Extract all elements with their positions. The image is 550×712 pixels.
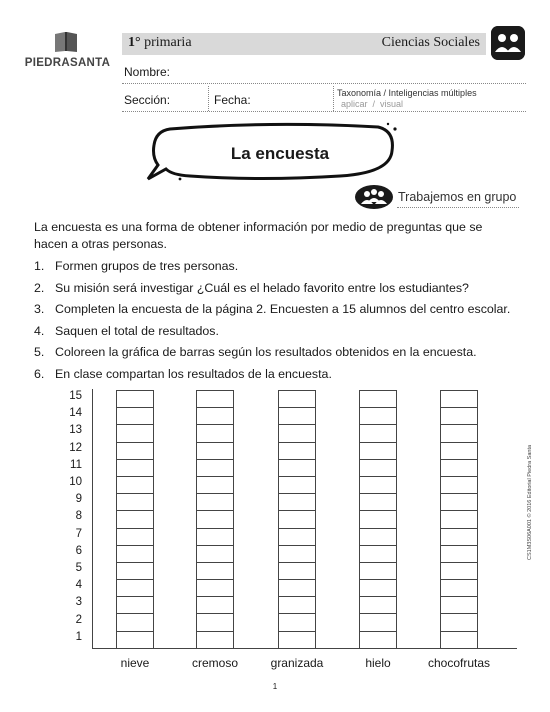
bar-cell[interactable] bbox=[117, 477, 153, 494]
bar-cell[interactable] bbox=[279, 546, 315, 563]
bar-cell[interactable] bbox=[117, 597, 153, 614]
copyright-notice: CS1M3S06A001 © 2016 Editorial Piedra Santa bbox=[527, 444, 533, 560]
step-item bbox=[34, 367, 524, 389]
bar-cell[interactable] bbox=[279, 529, 315, 546]
step-item bbox=[34, 324, 524, 346]
y-tick-label: 4 bbox=[75, 579, 82, 592]
step-number: 3. bbox=[34, 302, 45, 316]
bar-cell[interactable] bbox=[117, 529, 153, 546]
bar-cell[interactable] bbox=[197, 477, 233, 494]
y-tick-label: 3 bbox=[75, 596, 82, 609]
bar-cell[interactable] bbox=[279, 425, 315, 442]
taxonomy-label: Taxonomía / Inteligencias múltiples bbox=[337, 88, 477, 98]
bar-cell[interactable] bbox=[360, 632, 396, 649]
bar-cell[interactable] bbox=[117, 563, 153, 580]
bar-cell[interactable] bbox=[197, 632, 233, 649]
step-number: 4. bbox=[34, 323, 45, 338]
x-tick-label: granizada bbox=[270, 656, 324, 670]
bar-cell[interactable] bbox=[279, 563, 315, 580]
y-tick-label: 7 bbox=[75, 527, 82, 540]
bar-cell[interactable] bbox=[117, 443, 153, 460]
group-work-icon bbox=[354, 184, 394, 210]
step-item bbox=[34, 345, 524, 367]
x-tick-label: hielo bbox=[365, 656, 391, 670]
bar-cell[interactable] bbox=[441, 563, 477, 580]
steps-list bbox=[34, 259, 524, 388]
step-number: 1. bbox=[34, 259, 45, 273]
bar-cell[interactable] bbox=[197, 460, 233, 477]
section-line[interactable] bbox=[122, 111, 526, 112]
bar-cell[interactable] bbox=[360, 614, 396, 631]
bar-cell[interactable] bbox=[117, 580, 153, 597]
bar-cell[interactable] bbox=[197, 563, 233, 580]
bar-cell[interactable] bbox=[360, 563, 396, 580]
bar-cell[interactable] bbox=[360, 511, 396, 528]
step-number: 6. bbox=[34, 366, 45, 381]
step-text: En clase compartan los resultados de la encuesta. bbox=[55, 366, 332, 381]
bar-cell[interactable] bbox=[279, 460, 315, 477]
subject-label: Ciencias Sociales bbox=[381, 35, 480, 50]
bar-cell[interactable] bbox=[197, 425, 233, 442]
bar-cell[interactable] bbox=[360, 477, 396, 494]
bar-cell[interactable] bbox=[441, 391, 477, 408]
form-divider bbox=[208, 86, 209, 111]
bar-cell[interactable] bbox=[441, 511, 477, 528]
bar-cell[interactable] bbox=[197, 580, 233, 597]
bar-cell[interactable] bbox=[279, 494, 315, 511]
bar-cell[interactable] bbox=[279, 391, 315, 408]
bar-cell[interactable] bbox=[117, 494, 153, 511]
group-underline bbox=[397, 207, 519, 208]
step-item bbox=[34, 281, 524, 303]
step-item bbox=[34, 259, 524, 281]
bar-cell[interactable] bbox=[117, 632, 153, 649]
step-text: Formen grupos de tres personas. bbox=[55, 259, 239, 273]
bar-cell[interactable] bbox=[117, 614, 153, 631]
taxonomy-values: aplicar / visual bbox=[341, 99, 404, 109]
page-title: La encuesta bbox=[230, 144, 330, 163]
form-divider bbox=[333, 86, 334, 111]
x-tick-label: nieve bbox=[120, 656, 150, 670]
y-tick-label: 14 bbox=[69, 407, 82, 420]
bar-cell[interactable] bbox=[360, 443, 396, 460]
name-label: Nombre: bbox=[124, 65, 171, 79]
step-text: Completen la encuesta de la página 2. Encuesten a 15 alumnos del centro escolar. bbox=[55, 302, 511, 316]
bar-column-chocofrutas[interactable] bbox=[440, 390, 478, 649]
bar-cell[interactable] bbox=[441, 443, 477, 460]
bar-cell[interactable] bbox=[360, 597, 396, 614]
bar-cell[interactable] bbox=[117, 408, 153, 425]
step-text: Su misión será investigar ¿Cuál es el helado favorito entre los estudiantes? bbox=[55, 280, 469, 295]
step-text: Saquen el total de resultados. bbox=[55, 323, 219, 338]
bar-cell[interactable] bbox=[441, 460, 477, 477]
bar-column-hielo[interactable] bbox=[359, 390, 397, 649]
bar-cell[interactable] bbox=[441, 597, 477, 614]
y-tick-label: 9 bbox=[75, 493, 82, 506]
bar-cell[interactable] bbox=[441, 614, 477, 631]
y-tick-label: 1 bbox=[75, 630, 82, 643]
bar-cell[interactable] bbox=[197, 408, 233, 425]
page-number: 1 bbox=[272, 682, 278, 691]
y-tick-label: 8 bbox=[75, 510, 82, 523]
bar-cell[interactable] bbox=[117, 511, 153, 528]
bar-cell[interactable] bbox=[360, 460, 396, 477]
publisher-book-icon bbox=[53, 31, 79, 53]
step-item bbox=[34, 302, 524, 324]
name-line[interactable] bbox=[122, 83, 526, 84]
bar-cell[interactable] bbox=[197, 529, 233, 546]
bar-cell[interactable] bbox=[441, 632, 477, 649]
bar-cell[interactable] bbox=[360, 494, 396, 511]
date-label: Fecha: bbox=[214, 93, 251, 107]
bar-cell[interactable] bbox=[441, 580, 477, 597]
people-group-icon bbox=[491, 26, 525, 60]
y-tick-label: 2 bbox=[75, 613, 82, 626]
bar-cell[interactable] bbox=[279, 443, 315, 460]
bar-cell[interactable] bbox=[197, 597, 233, 614]
bar-cell[interactable] bbox=[441, 546, 477, 563]
bar-column-nieve[interactable] bbox=[116, 390, 154, 649]
step-text: Coloreen la gráfica de barras según los resultados obtenidos en la encuesta. bbox=[55, 345, 477, 359]
bar-cell[interactable] bbox=[279, 614, 315, 631]
bar-cell[interactable] bbox=[117, 546, 153, 563]
bar-column-granizada[interactable] bbox=[278, 390, 316, 649]
bar-cell[interactable] bbox=[441, 408, 477, 425]
bar-cell[interactable] bbox=[279, 597, 315, 614]
bar-cell[interactable] bbox=[360, 580, 396, 597]
bar-cell[interactable] bbox=[441, 425, 477, 442]
bar-cell[interactable] bbox=[279, 632, 315, 649]
y-tick-label: 5 bbox=[75, 562, 82, 574]
x-tick-label: chocofrutas bbox=[427, 656, 491, 670]
bar-cell[interactable] bbox=[279, 511, 315, 528]
bar-cell[interactable] bbox=[197, 443, 233, 460]
bar-column-cremoso[interactable] bbox=[196, 390, 234, 649]
intro-text: La encuesta es una forma de obtener información por medio de preguntas que se hacen a otras personas. bbox=[34, 220, 483, 251]
bar-cell[interactable] bbox=[360, 425, 396, 442]
step-number: 5. bbox=[34, 345, 45, 359]
bar-cell[interactable] bbox=[441, 494, 477, 511]
x-tick-label: cremoso bbox=[191, 656, 238, 670]
grade-label: 1° primaria bbox=[128, 35, 192, 50]
bar-cell[interactable] bbox=[117, 425, 153, 442]
section-label: Sección: bbox=[124, 93, 171, 107]
y-tick-label: 13 bbox=[69, 424, 82, 437]
bar-cell[interactable] bbox=[279, 477, 315, 494]
bar-cell[interactable] bbox=[197, 511, 233, 528]
bar-cell[interactable] bbox=[117, 391, 153, 408]
step-number: 2. bbox=[34, 280, 45, 295]
y-tick-label: 11 bbox=[70, 458, 82, 471]
y-axis bbox=[92, 389, 93, 649]
bar-cell[interactable] bbox=[360, 529, 396, 546]
bar-cell[interactable] bbox=[117, 460, 153, 477]
publisher-logo: PIEDRASANTA bbox=[24, 57, 111, 69]
y-tick-label: 12 bbox=[69, 441, 82, 454]
group-work-label: Trabajemos en grupo bbox=[398, 190, 517, 204]
bar-cell[interactable] bbox=[279, 580, 315, 597]
bar-cell[interactable] bbox=[360, 391, 396, 408]
bar-cell[interactable] bbox=[279, 408, 315, 425]
bar-cell[interactable] bbox=[360, 408, 396, 425]
bar-cell[interactable] bbox=[197, 614, 233, 631]
y-tick-label: 15 bbox=[69, 390, 82, 402]
bar-cell[interactable] bbox=[441, 477, 477, 494]
bar-cell[interactable] bbox=[197, 546, 233, 563]
bar-cell[interactable] bbox=[197, 494, 233, 511]
bar-cell[interactable] bbox=[360, 546, 396, 563]
y-tick-label: 10 bbox=[69, 476, 82, 488]
y-tick-label: 6 bbox=[75, 544, 82, 557]
bar-cell[interactable] bbox=[441, 529, 477, 546]
bar-cell[interactable] bbox=[197, 391, 233, 408]
